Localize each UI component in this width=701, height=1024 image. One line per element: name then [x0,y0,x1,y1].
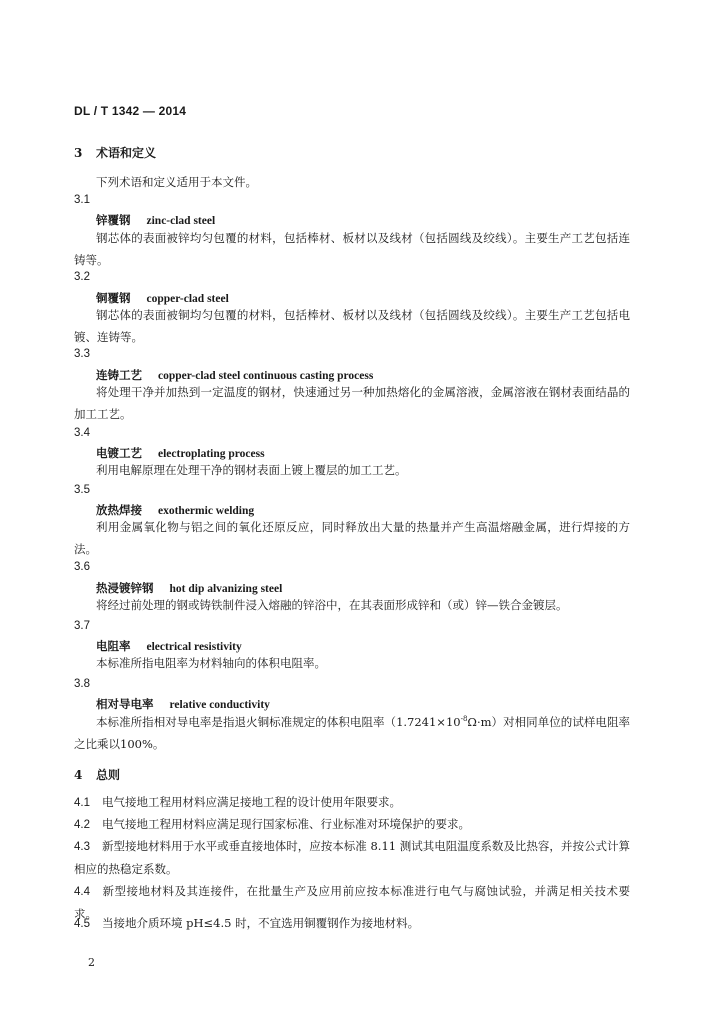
term-definition [74,711,630,755]
term-definition: 利用电解原理在处理干净的钢材表面上镀上覆层的加工工艺。 [96,463,407,477]
term-definition: 将经过前处理的钢或铸铁制件浸入熔融的锌浴中，在其表面形成锌和（或）锌—铁合金镀层。 [96,598,568,612]
term-en: copper-clad steel [146,293,229,305]
clause-number: 4.3 [74,841,90,853]
term-en: zinc-clad steel [146,215,216,227]
page-number: 2 [88,956,95,969]
clause [74,912,630,935]
term-zh: 连铸工艺 [96,368,142,382]
section-3-heading [74,144,156,161]
exponent: -8 [460,715,468,724]
term-title [96,696,270,712]
definition-part: Ω·m）对相同单位的试样电阻率之比乘以100%。 [74,715,630,751]
clause-number: 4.4 [74,886,90,898]
term-zh: 铜覆钢 [96,291,131,305]
clause-text: 电气接地工程用材料应满足现行国家标准、行业标准对环境保护的要求。 [102,817,470,831]
term-zh: 电镀工艺 [96,446,142,460]
clause-number: 4.2 [74,819,90,831]
section-4-heading [74,766,120,783]
term-number: 3.3 [74,348,90,360]
term-en: electrical resistivity [146,641,242,653]
definition-part: 本标准所指相对导电率是指退火铜标准规定的体积电阻率（1.7241×10 [96,715,461,729]
section-title: 总则 [96,768,121,782]
clause-text: 新型接地材料用于水平或垂直接地体时，应按本标准 8.11 测试其电阻温度系数及比热容，并按公式计算相应的热稳定系数。 [74,839,630,876]
term-number: 3.2 [74,271,90,283]
term-zh: 热浸镀锌钢 [96,581,154,595]
term-en: exothermic welding [158,505,255,517]
term-en: copper-clad steel continuous casting process [158,370,374,382]
term-number: 3.8 [74,678,90,690]
term-definition: 将处理干净并加热到一定温度的钢材，快速通过另一种加热熔化的金属溶液，金属溶液在钢材表面结晶的加工工艺。 [74,385,630,421]
standard-code-header: DL / T 1342 — 2014 [74,104,187,118]
term-number: 3.4 [74,427,90,439]
term-en: relative conductivity [169,699,270,711]
term-definition: 利用金属氧化物与铝之间的氧化还原反应，同时释放出大量的热量并产生高温熔融金属，进行焊接的方法。 [74,520,630,556]
section-title: 术语和定义 [96,146,157,160]
term-definition: 钢芯体的表面被锌均匀包覆的材料，包括棒材、板材以及线材（包括圆线及绞线）。主要生产工艺包括连铸等。 [74,231,630,267]
clause-text: 电气接地工程用材料应满足接地工程的设计使用年限要求。 [102,795,401,809]
clause-number: 4.5 [74,918,90,930]
section-number: 4 [74,768,83,782]
term-en: hot dip alvanizing steel [169,583,283,595]
term-number: 3.5 [74,484,90,496]
term-number: 3.7 [74,620,90,632]
term-title [96,212,215,228]
term-number: 3.6 [74,561,90,573]
term-zh: 放热焊接 [96,503,142,517]
clause [74,791,630,814]
clause [74,813,630,836]
clause-text: 当接地介质环境 pH≤4.5 时，不宜选用铜覆钢作为接地材料。 [102,916,420,930]
term-zh: 锌覆钢 [96,213,131,227]
clause-number: 4.1 [74,797,90,809]
clause [74,835,630,880]
term-zh: 电阻率 [96,639,131,653]
term-definition: 钢芯体的表面被铜均匀包覆的材料，包括棒材、板材以及线材（包括圆线及绞线）。主要生产工艺包括电镀、连铸等。 [74,308,630,344]
term-zh: 相对导电率 [96,697,154,711]
section-number: 3 [74,146,83,160]
section-3-intro: 下列术语和定义适用于本文件。 [96,175,257,189]
clause-text: 新型接地材料及其连接件，在批量生产及应用前应按本标准进行电气与腐蚀试验，并满足相关技术要求。 [74,884,630,921]
term-number: 3.1 [74,194,90,206]
term-definition: 本标准所指电阻率为材料轴向的体积电阻率。 [96,656,326,670]
term-en: electroplating process [158,448,265,460]
